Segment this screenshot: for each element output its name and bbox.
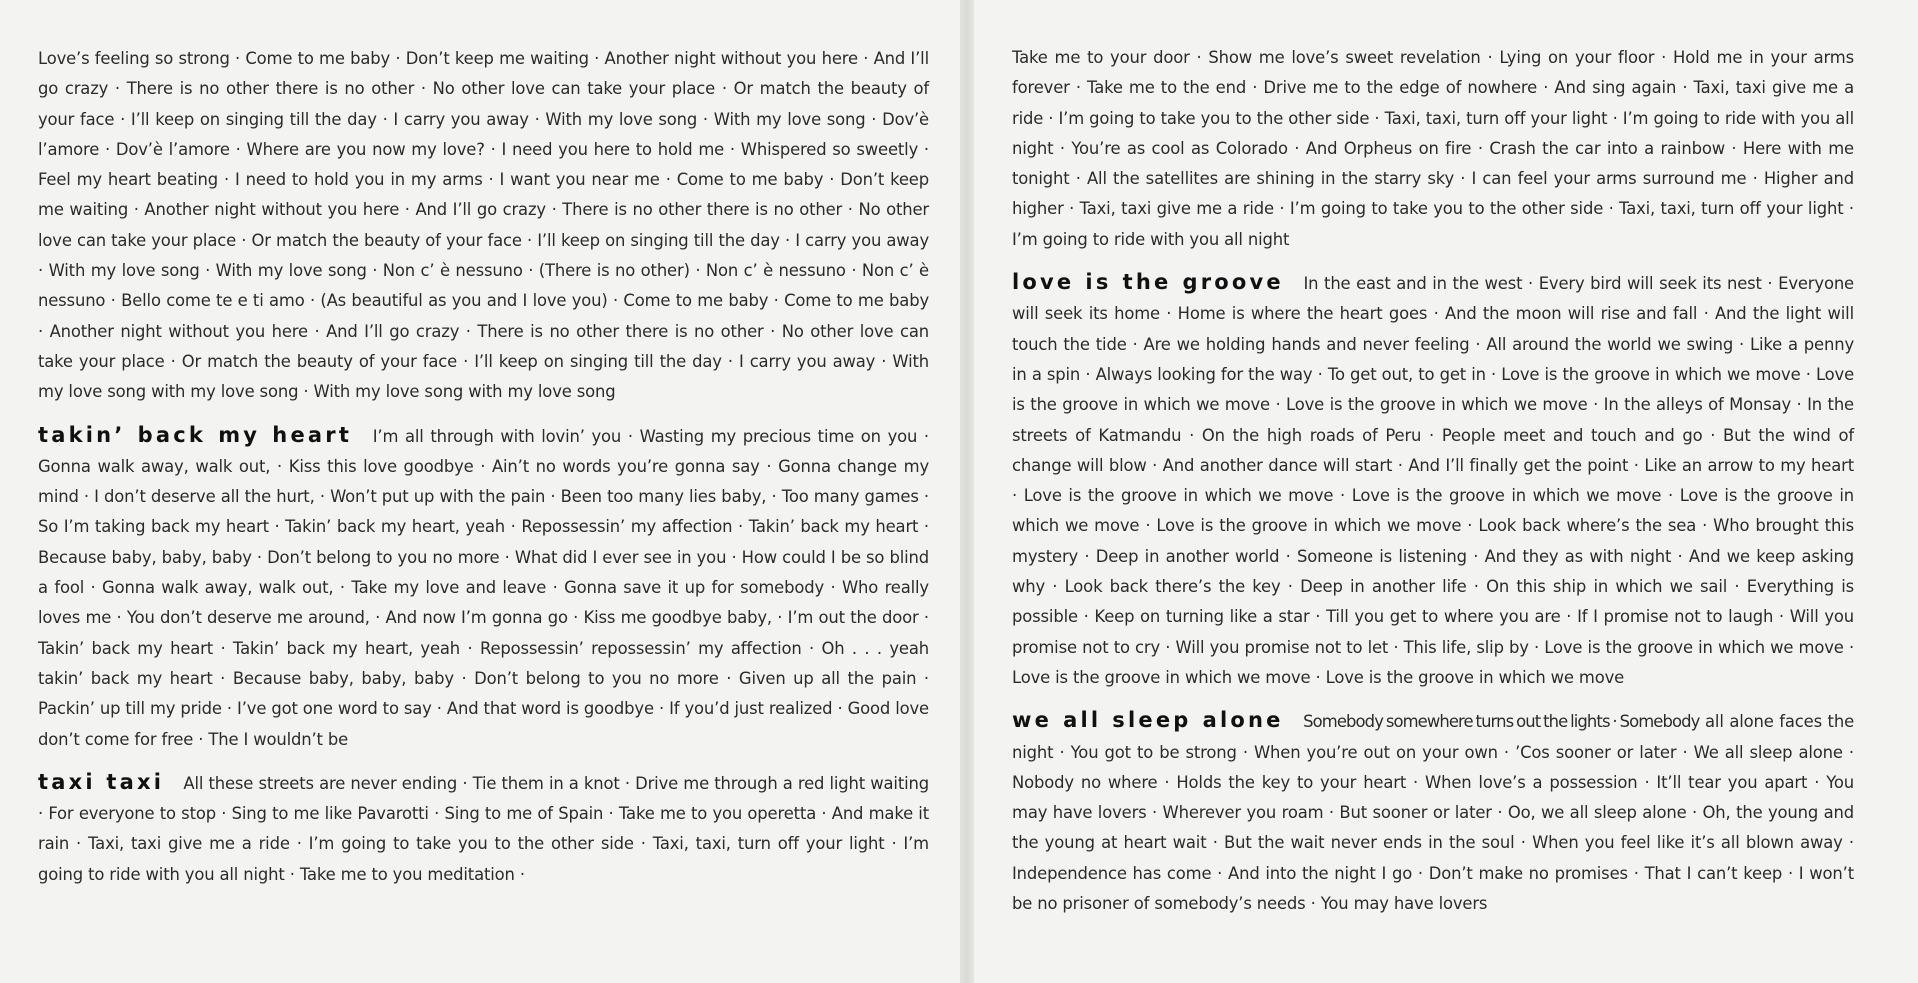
song-lyrics: [38, 420, 929, 755]
song-lyrics-text: I’m all through with lovin’ you · Wasting my precious time on you · Gonna walk away, walk out, · Kiss this love goodbye · Ain’t no words you’re gonna say · Gonna change my mind · I don’t deserve all the hurt, · Won’t put up with the pain · Been too many lies baby, · Too many games · So I’m taking back my heart · Takin’ back my heart, yeah · Repossessin’ my affection · Takin’ back my heart · Because baby, baby, baby · Don’t belong to you no more · What did I ever see in you · How could I be so blind a fool · Gonna walk away, walk out, · Take my love and leave · Gonna save it up for somebody · Who really loves me · You don’t deserve me around, · And now I’m gonna go · Kiss me goodbye baby, · I’m out the door · Takin’ back my heart · Takin’ back my heart, yeah · Repossessin’ repossessin’ my affection · Oh . . . yeah takin’ back my heart · Because baby, baby, baby · Don’t belong to you no more · Given up all the pain · Packin’ up till my pride · I’ve got one word to say · And that word is goodbye · If you’d just realized · Good love don’t come for free · The I wouldn’t be: [38, 426, 929, 749]
song-lyrics-text: all alone faces the night · You got to be strong · When you’re out on your own · ’Cos sooner or later · We all sleep alone · Nobody no where · Holds the key to your heart · When love’s a possession · It’ll tear you apart · You may have lovers · Wherever you roam · But sooner or later · Oo, we all sleep alone · Oh, the young and the young at heart wait · But the wait never ends in the soul · When you feel like it’s all blown away · Independence has come · And into the night I go · Don’t make no promises · That I can’t keep · I won’t be no prisoner of somebody’s needs · You may have lovers: [1012, 712, 1855, 914]
song-lyrics: [38, 767, 929, 890]
song-title: love is the groove: [1012, 270, 1284, 295]
song-title: taxi taxi: [38, 769, 165, 794]
song-lyrics-text: Take me to your door · Show me love’s sweet revelation · Lying on your floor · Hold me in your arms forever · Take me to the end · Drive me to the edge of nowhere · And sing again · Taxi, taxi give me a ride · I’m going to take you to the other side · Taxi, taxi, turn off your light · I’m going to ride with you all night · You’re as cool as Colorado · And Orpheus on fire · Crash the car into a rainbow · Here with me tonight · All the satellites are shining in the starry sky · I can feel your arms surround me · Higher and higher · Taxi, taxi give me a ride · I’m going to take you to the other side · Taxi, taxi, turn off your light · I’m going to ride with you all night: [1012, 48, 1854, 249]
song-lyrics-text: Somebody somewhere turns out the lights · Somebody: [1303, 712, 1700, 732]
song-lyrics-text: Love’s feeling so strong · Come to me baby · Don’t keep me waiting · Another night without you here · And I’ll go crazy · There is no other there is no other · No other love can take your place · Or match the beauty of your face · I’ll keep on singing till the day · I carry you away · With my love song · With my love song · Dov’è l’amore · Dov’è l’amore · Where are you now my love? · I need you here to hold me · Whispered so sweetly · Feel my heart beating · I need to hold you in my arms · I want you near me · Come to me baby · Don’t keep me waiting · Another night without you here · And I’ll go crazy · There is no other there is no other · No other love can take your place · Or match the beauty of your face · I’ll keep on singing till the day · I carry you away · With my love song · With my love song · Non c’ è nessuno · (There is no other) · Non c’ è nessuno · Non c’ è nessuno · Bello come te e ti amo · (As beautiful as you and I love you) · Come to me baby · Come to me baby · Another night without you here · And I’ll go crazy · There is no other there is no other · No other love can take your place · Or match the beauty of your face · I’ll keep on singing till the day · I carry you away · With my love song with my love song · With my love song with my love song: [38, 49, 929, 402]
song-lyrics: [1012, 705, 1854, 919]
song-lyrics-text: In the east and in the west · Every bird will seek its nest · Everyone will seek its home · Home is where the heart goes · And the moon will rise and fall · And the light will touch the tide · Are we holding hands and never feeling · All around the world we swing · Like a penny in a spin · Always looking for the way · To get out, to get in · Love is the groove in which we move · Love is the groove in which we move · Love is the groove in which we move · In the alleys of Monsay · In the streets of Katmandu · On the high roads of Peru · People meet and touch and go · But the wind of change will blow · And another dance will start · And I’ll finally get the point · Like an arrow to my heart · Love is the groove in which we move · Love is the groove in which we move · Love is the groove in which we move · Love is the groove in which we move · Look back where’s the sea · Who brought this mystery · Deep in another world · Someone is listening · And they as with night · And we keep asking why · Look back there’s the key · Deep in another life · On this ship in which we sail · Everything is possible · Keep on turning like a star · Till you get to where you are · If I promise not to laugh · Will you promise not to cry · Will you promise not to let · This life, slip by · Love is the groove in which we move · Love is the groove in which we move · Love is the groove in which we move: [1012, 274, 1854, 687]
page-gutter: [960, 0, 974, 983]
song-lyrics: [1012, 43, 1854, 255]
song-lyrics: [1012, 267, 1854, 693]
song-lyrics: [38, 44, 929, 408]
song-title: takin’ back my heart: [38, 422, 353, 447]
right-column: [1012, 43, 1854, 919]
song-lyrics-text: All these streets are never ending · Tie them in a knot · Drive me through a red light waiting · For everyone to stop · Sing to me like Pavarotti · Sing to me of Spain · Take me to you operetta · And make it rain · Taxi, taxi give me a ride · I’m going to take you to the other side · Taxi, taxi, turn off your light · I’m going to ride with you all night · Take me to you meditation ·: [38, 773, 930, 884]
right-page: [974, 0, 1918, 983]
left-column: [38, 44, 929, 890]
song-title: we all sleep alone: [1012, 708, 1284, 733]
